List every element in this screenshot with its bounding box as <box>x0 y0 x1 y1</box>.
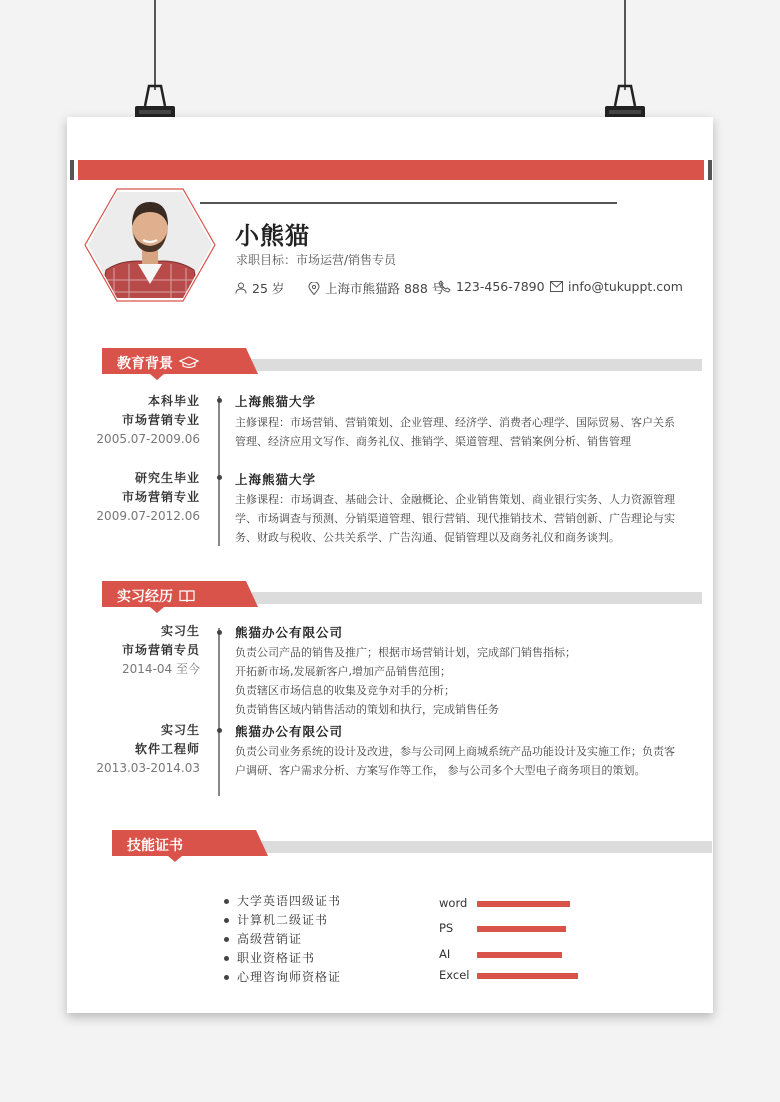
hanging-string-left <box>154 0 156 90</box>
dates: 2013.03-2014.03 <box>96 761 200 775</box>
certificate-name: 职业资格证书 <box>237 951 316 965</box>
mail-icon <box>550 281 563 292</box>
company-name: 熊猫办公有限公司 <box>235 724 344 739</box>
course-list: 主修课程：市场调查、基础会计、金融概论、企业销售策划、商业银行实务、人力资源管理学、市场调查与预测、分销渠道管理、银行营销、现代推销技术、营销创新、广告理论与实务、财政与税收、公共关系学、广告沟通、促销管理以及商务礼仪和商务谈判。 <box>235 493 675 544</box>
age-text: 25 岁 <box>252 281 285 296</box>
role: 实习生 <box>160 624 200 638</box>
list-item <box>224 930 341 949</box>
list-item <box>224 911 341 930</box>
top-bar-left-cap <box>70 160 74 180</box>
internship-entry-1-meta <box>80 622 200 679</box>
internship-timeline <box>218 628 220 796</box>
bullet-icon <box>224 899 229 904</box>
candidate-name: 小熊猫 <box>235 222 310 250</box>
internship-header-bar <box>252 592 702 604</box>
school-name: 上海熊猫大学 <box>235 394 317 409</box>
school-name: 上海熊猫大学 <box>235 472 317 487</box>
certificate-name: 高级营销证 <box>237 932 303 946</box>
hanging-string-right <box>624 0 626 90</box>
duty-list <box>235 643 675 719</box>
position: 软件工程师 <box>134 742 200 756</box>
job-objective: 求职目标：市场运营/销售专员 <box>236 253 397 267</box>
skill-label: word <box>439 896 468 910</box>
certificate-name: 大学英语四级证书 <box>237 894 342 908</box>
education-entry-2-meta <box>80 469 200 526</box>
header-divider <box>200 202 617 204</box>
top-accent-bar <box>78 160 704 180</box>
skill-label: PS <box>439 921 454 935</box>
list-item <box>224 968 341 987</box>
timeline-dot <box>217 630 222 635</box>
duty-list <box>235 742 675 780</box>
role: 实习生 <box>160 723 200 737</box>
email-text[interactable]: info@tukuppt.com <box>568 279 683 294</box>
contact-email[interactable] <box>550 279 683 294</box>
degree: 本科毕业 <box>147 394 200 408</box>
graduation-cap-icon <box>179 356 199 370</box>
duty-line: 负责辖区市场信息的收集及竞争对手的分析； <box>235 684 455 697</box>
contact-phone <box>438 279 545 294</box>
education-title <box>117 353 199 373</box>
address-text: 上海市熊猫路 888 号 <box>325 281 445 296</box>
top-bar-right-cap <box>708 160 712 180</box>
bullet-icon <box>224 956 229 961</box>
timeline-dot <box>217 398 222 403</box>
person-icon <box>235 282 247 294</box>
company-name: 熊猫办公有限公司 <box>235 625 344 640</box>
skills-title <box>127 835 209 855</box>
bullet-icon <box>224 975 229 980</box>
education-header-bar <box>252 359 702 371</box>
book-icon <box>179 589 195 603</box>
education-entry-1-meta <box>80 392 200 449</box>
gear-icon <box>191 836 209 854</box>
internship-title <box>117 586 195 606</box>
course-list: 主修课程：市场营销、营销策划、企业管理、经济学、消费者心理学、国际贸易、客户关系管理、经济应用文写作、商务礼仪、推销学、渠道管理、营销案例分析、销售管理 <box>235 416 675 448</box>
location-pin-icon <box>308 282 320 295</box>
contact-age <box>235 279 284 297</box>
major: 市场营销专业 <box>121 490 200 504</box>
contact-address <box>308 279 444 297</box>
duty-line: 负责公司业务系统的设计及改进，参与公司网上商城系统产品功能设计及实施工作；负责客户调研、客户需求分析、方案写作等工作， 参与公司多个大型电子商务项目的策划。 <box>235 745 675 777</box>
phone-text: 123-456-7890 <box>456 279 545 294</box>
bullet-icon <box>224 937 229 942</box>
skill-level-bar <box>477 901 570 907</box>
avatar <box>84 188 216 302</box>
internship-entry-2-meta <box>80 721 200 778</box>
education-title-text: 教育背景 <box>117 356 173 372</box>
skill-label: AI <box>439 947 451 961</box>
skill-label: Excel <box>439 968 470 982</box>
position: 市场营销专员 <box>121 643 200 657</box>
duty-line: 负责销售区域内销售活动的策划和执行，完成销售任务 <box>235 703 499 716</box>
duty-line: 开拓新市场,发展新客户,增加产品销售范围； <box>235 665 451 678</box>
degree: 研究生毕业 <box>134 471 200 485</box>
education-timeline <box>218 396 220 546</box>
certificate-name: 心理咨询师资格证 <box>237 970 342 984</box>
major: 市场营销专业 <box>121 413 200 427</box>
certificate-name: 计算机二级证书 <box>237 913 329 927</box>
skills-header-bar <box>262 841 712 853</box>
timeline-dot <box>217 728 222 733</box>
internship-title-text: 实习经历 <box>117 589 173 605</box>
list-item <box>224 949 341 968</box>
phone-icon <box>438 280 451 293</box>
skill-level-bar <box>477 926 566 932</box>
dates: 2014-04 至今 <box>122 662 200 676</box>
list-item <box>224 892 341 911</box>
dates: 2009.07-2012.06 <box>96 509 200 523</box>
skill-level-bar <box>477 973 578 979</box>
skills-title-text: 技能证书 <box>127 838 183 854</box>
bullet-icon <box>224 918 229 923</box>
certificate-list <box>224 892 341 987</box>
dates: 2005.07-2009.06 <box>96 432 200 446</box>
duty-line: 负责公司产品的销售及推广；根据市场营销计划，完成部门销售指标； <box>235 646 576 659</box>
skill-level-bar <box>477 952 562 958</box>
timeline-dot <box>217 475 222 480</box>
